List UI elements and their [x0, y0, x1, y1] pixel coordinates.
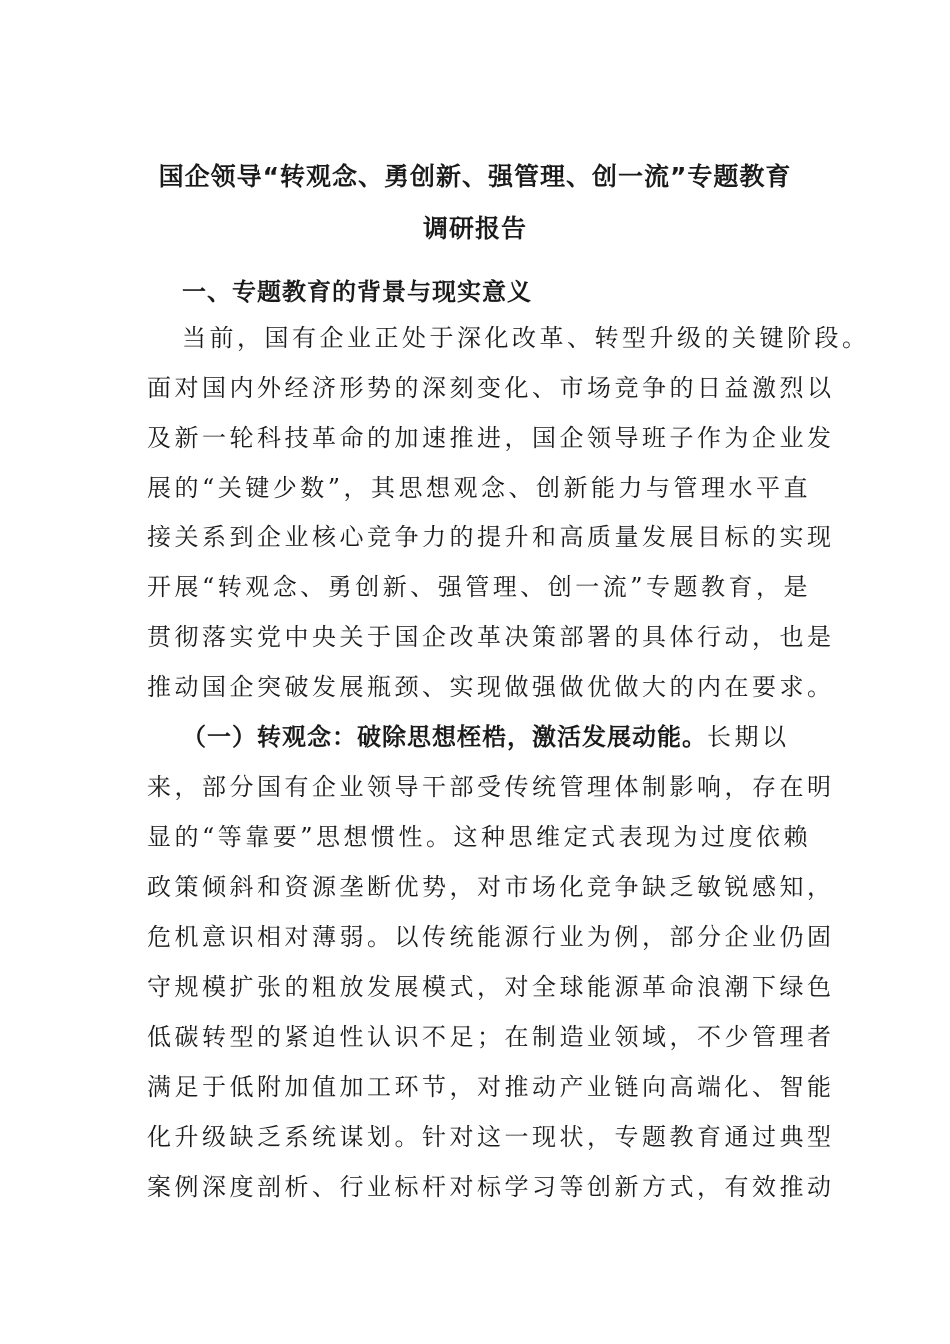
paragraph-line: 低碳转型的紧迫性认识不足；在制造业领域，不少管理者	[147, 1023, 835, 1051]
paragraph-line: 推动国企突破发展瓶颈、实现做强做优做大的内在要求。	[147, 673, 835, 701]
paragraph-line: 及新一轮科技革命的加速推进，国企领导班子作为企业发	[147, 424, 835, 452]
subsection-text-start: 长期以	[707, 723, 790, 751]
paragraph-line: 案例深度剖析、行业标杆对标学习等创新方式，有效推动	[147, 1173, 835, 1201]
paragraph-line: 满足于低附加值加工环节，对推动产业链向高端化、智能	[147, 1073, 835, 1101]
paragraph-line: 危机意识相对薄弱。以传统能源行业为例，部分企业仍固	[147, 923, 835, 951]
paragraph-line: 来，部分国有企业领导干部受传统管理体制影响，存在明	[147, 773, 835, 801]
paragraph-line: 开展“转观念、勇创新、强管理、创一流”专题教育，是	[147, 573, 812, 601]
paragraph-line: 化升级缺乏系统谋划。针对这一现状，专题教育通过典型	[147, 1123, 835, 1151]
section-heading: 一、专题教育的背景与现实意义	[182, 278, 532, 306]
paragraph-line: 显的“等靠要”思想惯性。这种思维定式表现为过度依赖	[147, 823, 812, 851]
paragraph-line: 展的“关键少数”，其思想观念、创新能力与管理水平直	[147, 474, 812, 502]
paragraph-line: 面对国内外经济形势的深刻变化、市场竞争的日益激烈以	[147, 374, 835, 402]
paragraph-line: 政策倾斜和资源垄断优势，对市场化竞争缺乏敏锐感知，	[147, 873, 835, 901]
subsection-heading: （一）转观念：破除思想桎梏，激活发展动能。	[182, 723, 707, 751]
paragraph-line: 守规模扩张的粗放发展模式，对全球能源革命浪潮下绿色	[147, 973, 835, 1001]
paragraph-line: 接关系到企业核心竞争力的提升和高质量发展目标的实现	[147, 523, 835, 551]
document-title-line-2: 调研报告	[422, 214, 527, 243]
subsection-first-line	[182, 722, 790, 752]
paragraph-line: 贯彻落实党中央关于国企改革决策部署的具体行动，也是	[147, 623, 835, 651]
document-title-line-1: 国企领导“转观念、勇创新、强管理、创一流”专题教育	[158, 162, 792, 191]
paragraph-line: 当前，国有企业正处于深化改革、转型升级的关键阶段。	[182, 324, 870, 352]
